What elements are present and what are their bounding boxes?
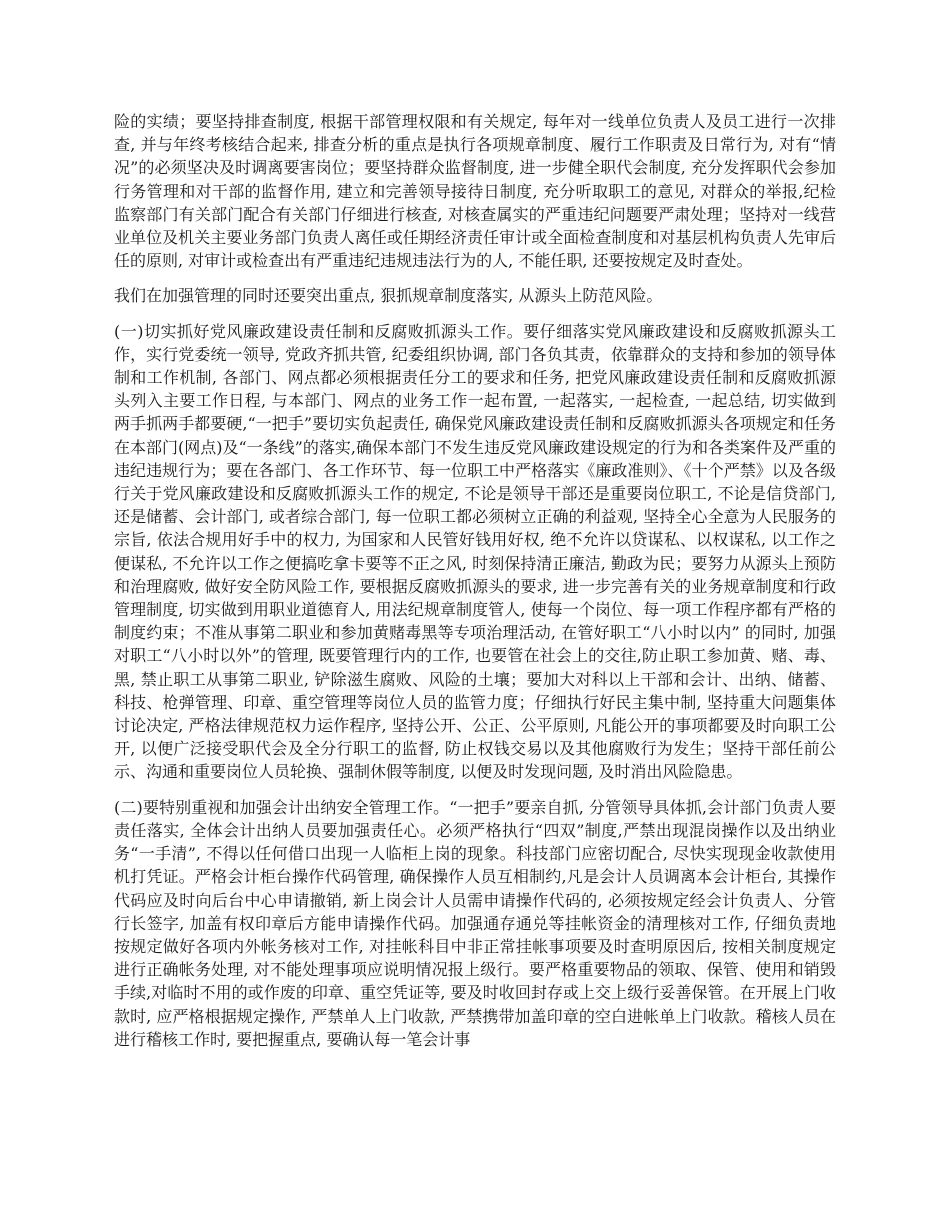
paragraph-section-one: (一)切实抓好党风廉政建设责任制和反腐败抓源头工作。要仔细落实党风廉政建设和反腐败抓源头工作，实行党委统一领导, 党政齐抓共管, 纪委组织协调, 部门各负其责，依靠群众的支持和参加的领导体制和工作机制, 各部门、网点都必须根据责任分工的要求和任务, 把党风廉政建设责任制和反腐败抓源头列入主要工作日程, 与本部门、网点的业务工作一起布置, 一起落实, 一起检查, 一起总结, 切实做到两手抓两手都要硬,“一把手”要切实负起责任, 确保党风廉政建设责任制和反腐败抓源头各项规定和任务在本部门(网点)及“一条线”的落实,确保本部门不发生违反党风廉政建设规定的行为和各类案件及严重的违纪违规行为；要在各部门、各工作环节、每一位职工中严格落实《廉政准则》、《十个严禁》以及各级行关于党风廉政建设和反腐败抓源头工作的规定, 不论是领导干部还是重要岗位职工, 不论是信贷部门, 还是储蓄、会计部门, 或者综合部门, 每一位职工都必须树立正确的利益观, 坚持全心全意为人民服务的宗旨, 依法合规用好手中的权力, 为国家和人民管好钱用好权, 绝不允许以贷谋私、以权谋私, 以工作之便谋私, 不允许以工作之便搞吃拿卡要等不正之风, 时刻保持清正廉洁, 勤政为民；要努力从源头上预防和治理腐败, 做好安全防风险工作, 要根据反腐败抓源头的要求, 进一步完善有关的业务规章制度和行政管理制度, 切实做到用职业道德育人, 用法纪规章制度管人, 使每一个岗位、每一项工作程序都有严格的制度约束；不准从事第二职业和参加黄赌毒黑等专项治理活动, 在管好职工“八小时以内” 的同时, 加强对职工“八小时以外”的管理, 既要管理行内的工作, 也要管在社会上的交往,防止职工参加黄、赌、毒、黑, 禁止职工从事第二职业, 铲除滋生腐败、风险的土壤；要加大对科以上干部和会计、出纳、储蓄、科技、枪弹管理、印章、重空管理等岗位人员的监管力度；仔细执行好民主集中制, 坚持重大问题集体讨论决定, 严格法律规范权力运作程序, 坚持公开、公正、公平原则, 凡能公开的事项都要及时向职工公开, 以便广泛接受职代会及全分行职工的监督, 防止权钱交易以及其他腐败行为发生；坚持干部任前公示、沟通和重要岗位人员轮换、强制休假等制度, 以便及时发现问题, 及时消出风险隐患。: [114, 321, 836, 782]
paragraph-key-focus: 我们在加强管理的同时还要突出重点, 狠抓规章制度落实, 从源头上防范风险。: [114, 286, 663, 306]
paragraph-accountability: 险的实绩；要坚持排查制度, 根据干部管理权限和有关规定, 每年对一线单位负责人及员工进行一次排查, 并与年终考核结合起来, 排查分析的重点是执行各项规章制度、履行工作职责及日常行为, 对有“情况”的必须坚决及时调离要害岗位；要坚持群众监督制度, 进一步健全职代会制度, 充分发挥职代会参加行务管理和对干部的监督作用, 建立和完善领导接待日制度, 充分听取职工的意见, 对群众的举报,纪检监察部门有关部门配合有关部门仔细进行核查, 对核查属实的严重违纪问题要严肃处理；坚持对一线营业单位及机关主要业务部门负责人离任或任期经济责任审计或全面检查制度和对基层机构负责人先审后任的原则, 对审计或检查出有严重违纪违规违法行为的人, 不能任职, 还要按规定及时查处。: [114, 112, 836, 271]
paragraph-section-two: (二)要特别重视和加强会计出纳安全管理工作。“一把手”要亲自抓, 分管领导具体抓,会计部门负责人要责任落实, 全体会计出纳人员要加强责任心。必须严格执行“四双”制度,严禁出现混岗操作以及出纳业务“一手清”, 不得以任何借口出现一人临柜上岗的现象。科技部门应密切配合, 尽快实现现金收款使用机打凭证。严格会计柜台操作代码管理, 确保操作人员互相制约,凡是会计人员调离本会计柜台, 其操作代码应及时向后台中心申请撤销, 新上岗会计人员需申请操作代码的, 必须按规定经会计负责人、分管行长签字, 加盖有权印章后方能申请操作代码。加强通存通兑等挂帐资金的清理核对工作, 仔细负责地按规定做好各项内外帐务核对工作, 对挂帐科目中非正常挂帐事项要及时查明原因后, 按相关制度规定进行正确帐务处理, 对不能处理事项应说明情况报上级行。要严格重要物品的领取、保管、使用和销毁手续,对临时不用的或作废的印章、重空凭证等, 要及时收回封存或上交上级行妥善保管。在开展上门收款时, 应严格根据规定操作, 严禁单人上门收款, 严禁携带加盖印章的空白进帐单上门收款。稽核人员在进行稽核工作时, 要把握重点, 要确认每一笔会计事: [114, 797, 836, 1049]
document-body: [114, 110, 836, 1063]
